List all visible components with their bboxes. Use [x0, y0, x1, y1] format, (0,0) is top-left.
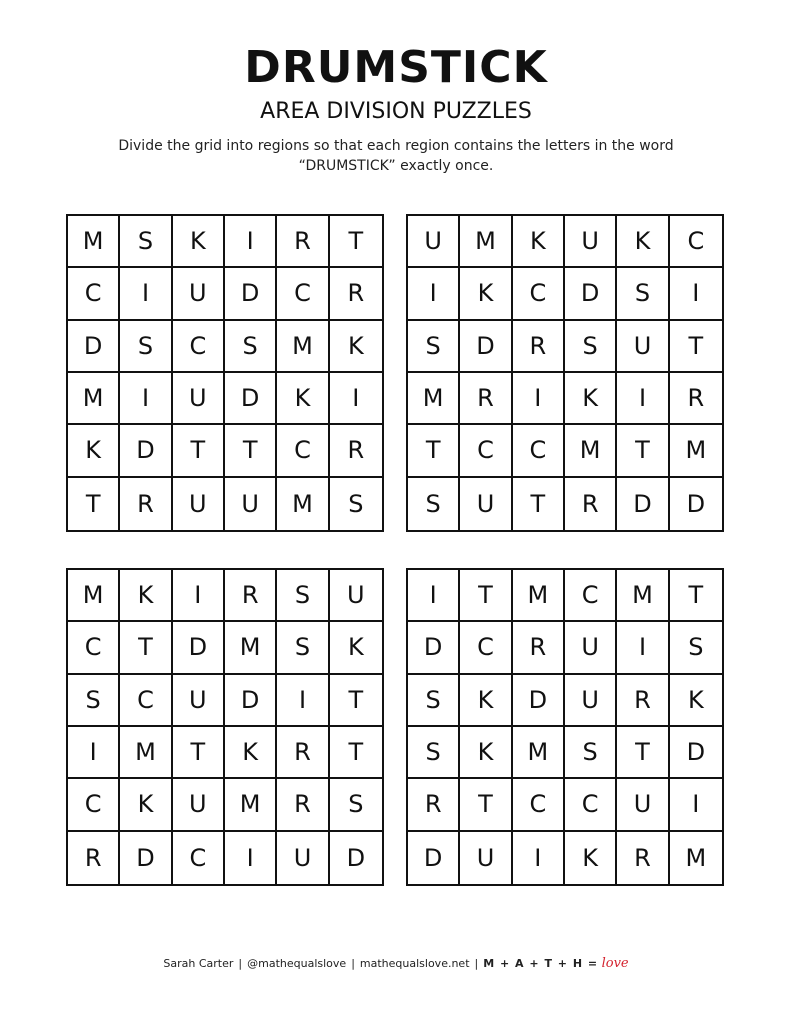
- puzzle-cell: C: [460, 425, 512, 477]
- puzzle-cell: C: [173, 832, 225, 884]
- puzzle-cell: M: [460, 216, 512, 268]
- puzzle-cell: I: [120, 373, 172, 425]
- puzzle-cell: S: [348, 489, 364, 518]
- puzzle-cell: U: [173, 675, 225, 727]
- puzzle-cell: C: [513, 268, 565, 320]
- puzzle-cell: T: [670, 321, 722, 373]
- puzzle-cell: D: [225, 675, 277, 727]
- puzzle-cell: K: [225, 727, 277, 779]
- puzzle-cell: U: [173, 478, 225, 530]
- puzzle-grid-3: [66, 568, 384, 886]
- puzzle-cell: C: [565, 570, 617, 622]
- puzzle-cell: U: [565, 622, 617, 674]
- puzzle-cell: R: [330, 425, 382, 477]
- puzzle-cell: T: [120, 622, 172, 674]
- puzzle-cell: U: [565, 216, 617, 268]
- puzzle-cell: C: [68, 622, 120, 674]
- puzzle-cell: I: [670, 268, 722, 320]
- puzzle-cell: U: [565, 675, 617, 727]
- puzzle-cell: D: [460, 321, 512, 373]
- puzzle-cell: M: [617, 570, 669, 622]
- puzzle-cell: I: [513, 832, 565, 884]
- puzzle-cell: T: [617, 727, 669, 779]
- puzzle-cell: R: [408, 779, 460, 831]
- puzzle-cell: C: [460, 622, 512, 674]
- puzzle-cell: M: [513, 727, 565, 779]
- puzzle-cell: I: [617, 373, 669, 425]
- puzzle-cell: S: [408, 727, 460, 779]
- puzzle-cell: M: [68, 570, 120, 622]
- puzzle-cell: S: [408, 321, 460, 373]
- footer-website: mathequalslove.net: [359, 957, 470, 970]
- puzzle-cell: R: [277, 216, 329, 268]
- footer-separator: |: [238, 957, 243, 970]
- puzzle-cell: C: [277, 268, 329, 320]
- puzzle-cell: D: [408, 832, 460, 884]
- puzzle-cell: S: [565, 321, 617, 373]
- page-subtitle: AREA DIVISION PUZZLES: [260, 99, 532, 124]
- puzzle-cell: U: [460, 478, 512, 530]
- puzzle-cell: R: [670, 373, 722, 425]
- puzzle-cell: K: [565, 373, 617, 425]
- puzzle-grid-4: [406, 568, 724, 886]
- footer-brand: M + A + T + H =: [483, 957, 599, 970]
- puzzle-cell: D: [173, 622, 225, 674]
- puzzle-cell: T: [670, 570, 722, 622]
- puzzle-cell: M: [685, 843, 707, 872]
- puzzle-cell: D: [68, 321, 120, 373]
- puzzle-cell: K: [617, 216, 669, 268]
- puzzle-cell: K: [120, 779, 172, 831]
- puzzle-cell: I: [68, 727, 120, 779]
- puzzle-cell: K: [513, 216, 565, 268]
- puzzle-cell: M: [225, 622, 277, 674]
- puzzle-cell: K: [277, 373, 329, 425]
- puzzle-cell: R: [513, 321, 565, 373]
- puzzle-cell: U: [330, 570, 382, 622]
- puzzle-cell: K: [330, 321, 382, 373]
- puzzle-cell: I: [225, 832, 277, 884]
- puzzle-cell: U: [173, 268, 225, 320]
- puzzle-cell: I: [277, 675, 329, 727]
- puzzle-cell: R: [617, 832, 669, 884]
- puzzle-cell: R: [460, 373, 512, 425]
- puzzle-cell: M: [277, 321, 329, 373]
- puzzle-cell: U: [225, 478, 277, 530]
- puzzle-cell: U: [173, 779, 225, 831]
- puzzle-cell: D: [120, 832, 172, 884]
- puzzle-cell: D: [670, 727, 722, 779]
- puzzle-cell: S: [120, 321, 172, 373]
- footer: [0, 956, 792, 972]
- puzzle-cell: K: [173, 216, 225, 268]
- puzzle-cell: S: [408, 478, 460, 530]
- puzzle-cell: C: [513, 779, 565, 831]
- puzzle-cell: C: [670, 216, 722, 268]
- puzzle-cell: R: [225, 570, 277, 622]
- puzzle-cell: M: [408, 373, 460, 425]
- puzzle-cell: K: [670, 675, 722, 727]
- puzzle-cell: D: [225, 268, 277, 320]
- footer-brand-love: love: [601, 956, 629, 971]
- puzzle-cell: D: [225, 373, 277, 425]
- puzzle-cell: R: [120, 478, 172, 530]
- puzzle-cell: M: [68, 373, 120, 425]
- puzzle-cell: C: [68, 268, 120, 320]
- puzzle-cell: S: [408, 675, 460, 727]
- puzzle-cell: C: [173, 321, 225, 373]
- puzzle-cell: M: [225, 779, 277, 831]
- puzzle-cell: K: [120, 570, 172, 622]
- puzzle-cell: R: [565, 478, 617, 530]
- puzzle-cell: C: [513, 425, 565, 477]
- puzzle-cell: U: [617, 321, 669, 373]
- puzzle-cell: R: [68, 832, 120, 884]
- puzzle-cell: T: [460, 570, 512, 622]
- puzzle-cell: K: [460, 727, 512, 779]
- puzzle-cell: D: [408, 622, 460, 674]
- puzzle-cell: D: [346, 843, 366, 872]
- puzzle-cell: D: [513, 675, 565, 727]
- puzzle-cell: K: [565, 832, 617, 884]
- puzzle-cell: D: [565, 268, 617, 320]
- puzzle-cell: C: [68, 779, 120, 831]
- puzzle-cell: I: [408, 570, 460, 622]
- puzzle-cell: D: [686, 489, 706, 518]
- puzzle-cell: I: [617, 622, 669, 674]
- puzzle-cell: S: [565, 727, 617, 779]
- puzzle-cell: S: [670, 622, 722, 674]
- footer-separator: |: [474, 957, 479, 970]
- puzzle-cell: T: [330, 675, 382, 727]
- puzzle-cell: K: [68, 425, 120, 477]
- puzzle-cell: S: [277, 570, 329, 622]
- puzzle-cell: T: [513, 478, 565, 530]
- puzzle-cell: T: [330, 216, 382, 268]
- puzzle-cell: U: [408, 216, 460, 268]
- puzzle-cell: S: [617, 268, 669, 320]
- puzzle-cell: D: [617, 478, 669, 530]
- puzzle-cell: I: [670, 779, 722, 831]
- puzzle-cell: S: [68, 675, 120, 727]
- puzzle-cell: T: [225, 425, 277, 477]
- puzzle-cell: U: [460, 832, 512, 884]
- puzzle-cell: M: [513, 570, 565, 622]
- puzzle-cell: R: [513, 622, 565, 674]
- puzzle-cell: T: [330, 727, 382, 779]
- footer-author: Sarah Carter: [163, 957, 234, 970]
- puzzle-cell: M: [670, 425, 722, 477]
- puzzle-cell: U: [173, 373, 225, 425]
- puzzle-cell: I: [408, 268, 460, 320]
- puzzle-cell: T: [173, 727, 225, 779]
- puzzle-cell: T: [460, 779, 512, 831]
- puzzle-cell: K: [460, 675, 512, 727]
- puzzle-cell: M: [120, 727, 172, 779]
- puzzle-cell: M: [277, 478, 329, 530]
- page-title: DRUMSTICK: [244, 42, 548, 93]
- puzzle-cell: S: [225, 321, 277, 373]
- footer-separator: |: [351, 957, 355, 970]
- puzzle-cell: C: [120, 675, 172, 727]
- puzzle-cell: T: [408, 425, 460, 477]
- puzzle-cell: I: [173, 570, 225, 622]
- puzzle-cell: M: [68, 216, 120, 268]
- puzzle-cell: R: [330, 268, 382, 320]
- puzzle-cell: R: [617, 675, 669, 727]
- puzzle-cell: R: [277, 779, 329, 831]
- puzzle-cell: S: [120, 216, 172, 268]
- puzzle-cell: I: [225, 216, 277, 268]
- puzzle-cell: K: [330, 622, 382, 674]
- puzzle-cell: T: [173, 425, 225, 477]
- puzzle-cell: R: [277, 727, 329, 779]
- puzzle-cell: M: [565, 425, 617, 477]
- puzzle-cell: C: [565, 779, 617, 831]
- puzzle-cell: T: [68, 478, 120, 530]
- puzzle-grid-2: [406, 214, 724, 532]
- puzzle-cell: K: [460, 268, 512, 320]
- puzzle-cell: I: [120, 268, 172, 320]
- puzzle-cell: I: [330, 373, 382, 425]
- puzzle-cell: S: [330, 779, 382, 831]
- puzzle-cell: U: [277, 832, 329, 884]
- footer-handle: @mathequalslove: [247, 957, 347, 970]
- instructions-text: Divide the grid into regions so that each region contains the letters in the word “DRUMSTICK” exactly once.: [118, 138, 674, 174]
- puzzle-cell: S: [277, 622, 329, 674]
- puzzle-cell: I: [513, 373, 565, 425]
- puzzle-cell: D: [120, 425, 172, 477]
- puzzle-cell: T: [617, 425, 669, 477]
- puzzle-grid-1: [66, 214, 384, 532]
- puzzle-cell: U: [617, 779, 669, 831]
- puzzle-cell: C: [277, 425, 329, 477]
